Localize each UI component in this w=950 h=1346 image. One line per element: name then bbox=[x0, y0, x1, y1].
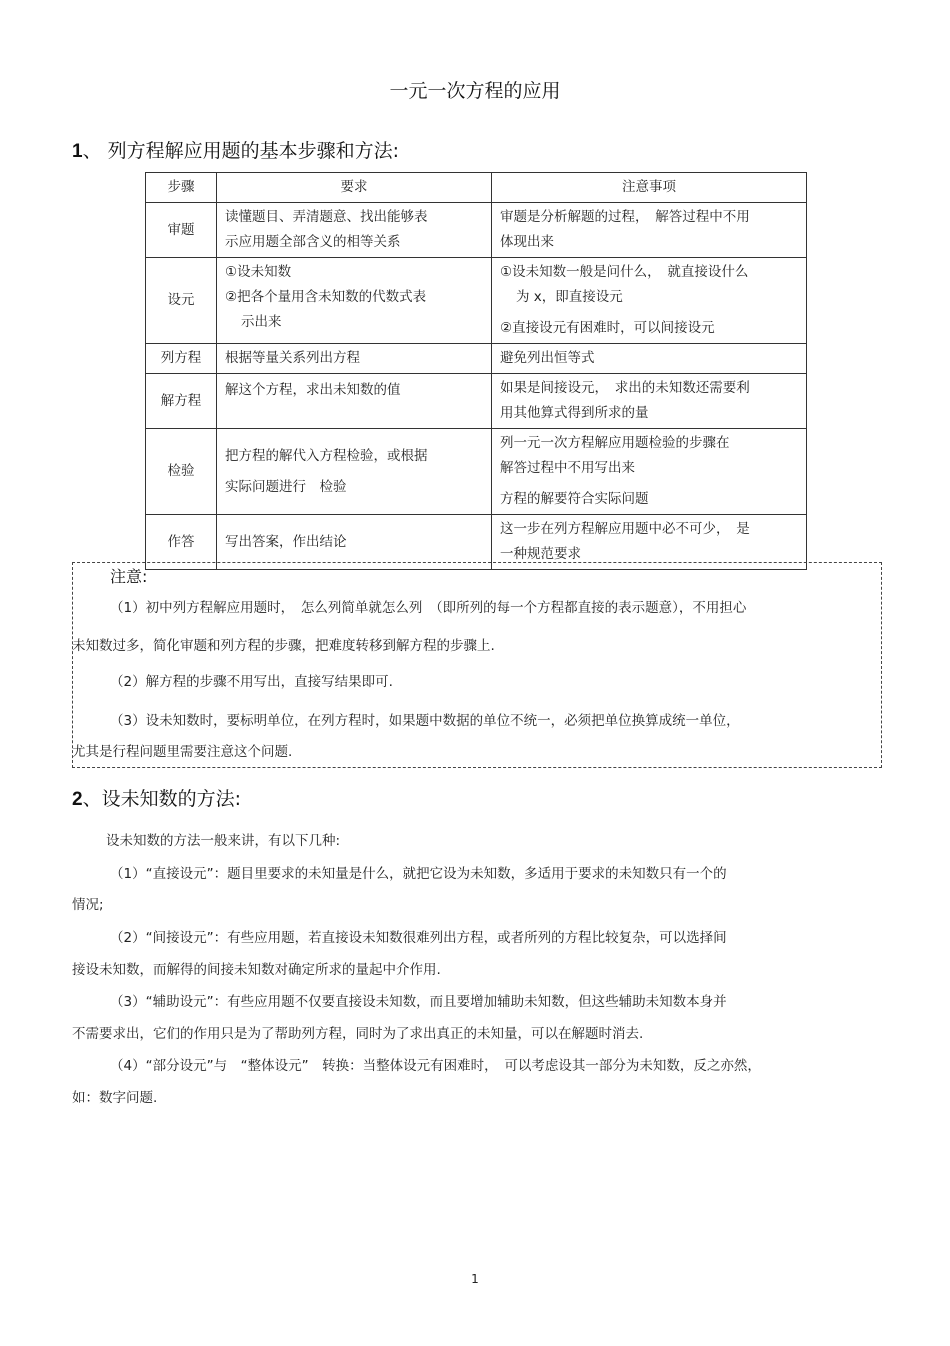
step-cell: 审题 bbox=[146, 203, 217, 258]
paragraph-line: 如：数字问题. bbox=[72, 1090, 158, 1106]
paragraph-line: 情况; bbox=[72, 897, 104, 913]
cell-line: 解这个方程，求出未知数的值 bbox=[225, 382, 401, 398]
paragraph-line: （1）“直接设元”：题目里要求的未知量是什么，就把它设为未知数，多适用于要求的未知数只有一个的 bbox=[110, 866, 727, 882]
cell-line: 列一元一次方程解应用题检验的步骤在 bbox=[500, 435, 730, 451]
cell-line: ②直接设元有困难时，可以间接设元 bbox=[500, 320, 715, 336]
col-header-notes: 注意事项 bbox=[492, 173, 807, 203]
notes-cell bbox=[492, 258, 807, 344]
step-cell: 设元 bbox=[146, 258, 217, 344]
cell-line: 把方程的解代入方程检验，或根据 bbox=[225, 447, 428, 464]
notes-cell bbox=[492, 203, 807, 258]
paragraph-line: 设未知数的方法一般来讲，有以下几种: bbox=[106, 833, 341, 849]
step-cell: 检验 bbox=[146, 429, 217, 515]
step-cell: 解方程 bbox=[146, 374, 217, 429]
note-line: 未知数过多，简化审题和列方程的步骤，把难度转移到解方程的步骤上. bbox=[72, 638, 495, 654]
note-line: （2）解方程的步骤不用写出，直接写结果即可. bbox=[110, 674, 393, 690]
paragraph-line: （3）“辅助设元”：有些应用题不仅要直接设未知数，而且要增加辅助未知数，但这些辅助未知数本身并 bbox=[110, 994, 727, 1010]
cell-line: 示出来 bbox=[241, 314, 282, 330]
requirement-cell bbox=[217, 344, 492, 374]
cell-line: 读懂题目、弄清题意、找出能够表 bbox=[225, 209, 428, 225]
col-header-requirement: 要求 bbox=[217, 173, 492, 203]
cell-line: ①设未知数一般是问什么， 就直接设什么 bbox=[500, 264, 749, 280]
notes-cell bbox=[492, 374, 807, 429]
paragraph-line: （4）“部分设元”与 “整体设元” 转换：当整体设元有困难时， 可以考虑设其一部分为未知数，反之亦然， bbox=[110, 1058, 761, 1074]
section-2-heading bbox=[72, 784, 241, 811]
cell-line: 如果是间接设元， 求出的未知数还需要利 bbox=[500, 380, 750, 396]
note-line: 尤其是行程问题里需要注意这个问题. bbox=[72, 744, 293, 760]
paragraph-line: 接设未知数，而解得的间接未知数对确定所求的量起中介作用. bbox=[72, 962, 441, 978]
cell-line: 避免列出恒等式 bbox=[500, 350, 595, 366]
note-line: （1）初中列方程解应用题时， 怎么列简单就怎么列 （即所列的每一个方程都直接的表示题意），不用担心 bbox=[110, 600, 747, 616]
table-row bbox=[146, 258, 807, 344]
section-2-number: 2 bbox=[72, 789, 83, 810]
table-row bbox=[146, 429, 807, 515]
cell-line: 写出答案，作出结论 bbox=[225, 533, 347, 550]
cell-line: 这一步在列方程解应用题中必不可少， 是 bbox=[500, 521, 750, 537]
section-1-heading bbox=[72, 136, 399, 163]
cell-line: 示应用题全部含义的相等关系 bbox=[225, 234, 401, 250]
requirement-cell bbox=[217, 374, 492, 429]
col-header-step: 步骤 bbox=[146, 173, 217, 203]
note-box bbox=[72, 562, 882, 768]
section-2-heading-text: 、设未知数的方法: bbox=[82, 788, 241, 810]
section-1-number: 1 bbox=[72, 141, 83, 162]
cell-line: ②把各个量用含未知数的代数式表 bbox=[225, 289, 427, 305]
step-cell: 作答 bbox=[146, 515, 217, 570]
requirement-cell bbox=[217, 258, 492, 344]
page-title: 一元一次方程的应用 bbox=[389, 80, 561, 102]
notes-cell bbox=[492, 429, 807, 515]
notes-cell bbox=[492, 344, 807, 374]
cell-line: 根据等量关系列出方程 bbox=[225, 350, 360, 366]
step-cell: 列方程 bbox=[146, 344, 217, 374]
note-heading: 注意: bbox=[110, 567, 148, 586]
table-row bbox=[146, 374, 807, 429]
table-row bbox=[146, 344, 807, 374]
paragraph-line: （2）“间接设元”：有些应用题，若直接设未知数很难列出方程，或者所列的方程比较复杂，可以选择间 bbox=[110, 930, 727, 946]
cell-line: 体现出来 bbox=[500, 234, 554, 250]
page-number: 1 bbox=[471, 1272, 479, 1286]
note-line: （3）设未知数时，要标明单位，在列方程时，如果题中数据的单位不统一，必须把单位换算成统一单位， bbox=[110, 713, 740, 729]
cell-line: 审题是分析解题的过程， 解答过程中不用 bbox=[500, 209, 750, 225]
cell-line: 用其他算式得到所求的量 bbox=[500, 405, 649, 421]
requirement-cell bbox=[217, 429, 492, 515]
steps-table bbox=[145, 172, 807, 570]
paragraph-line: 不需要求出，它们的作用只是为了帮助列方程，同时为了求出真正的未知量，可以在解题时消去. bbox=[72, 1026, 644, 1042]
cell-line: 一种规范要求 bbox=[500, 546, 581, 562]
table-header-row bbox=[146, 173, 807, 203]
section-1-heading-text: 、 列方程解应用题的基本步骤和方法: bbox=[82, 140, 400, 162]
table-row bbox=[146, 203, 807, 258]
cell-line: 实际问题进行 检验 bbox=[225, 478, 347, 495]
cell-line: 为 x，即直接设元 bbox=[516, 289, 623, 305]
cell-line: 方程的解要符合实际问题 bbox=[500, 491, 649, 507]
cell-line: ①设未知数 bbox=[225, 264, 292, 280]
cell-line: 解答过程中不用写出来 bbox=[500, 460, 635, 476]
requirement-cell bbox=[217, 203, 492, 258]
